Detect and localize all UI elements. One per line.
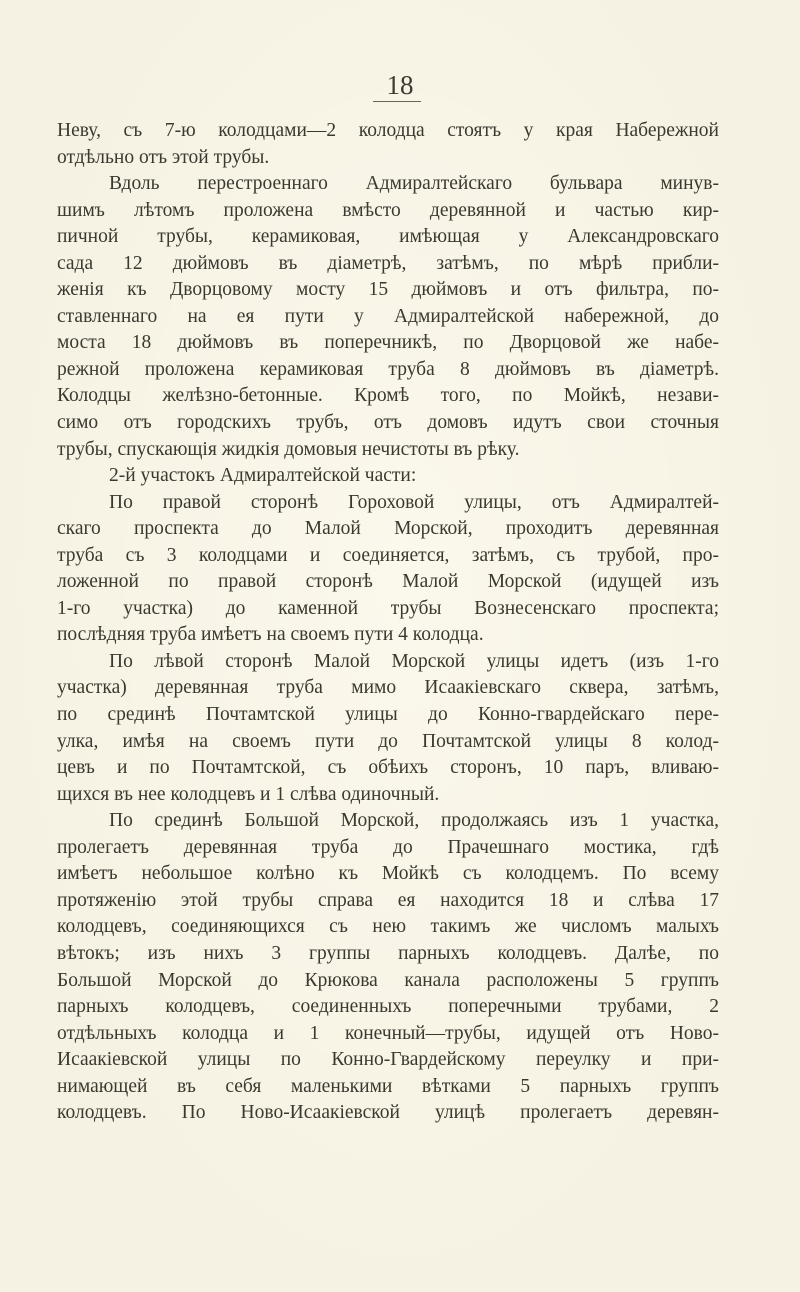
- text-line: скаго проспекта до Малой Морской, проходитъ деревянная: [57, 518, 719, 540]
- text-line: пичной трубы, керамиковая, имѣющая у Александровскаго: [57, 226, 719, 248]
- text-line: по срединѣ Почтамтской улицы до Конно-гвардейскаго пере-: [57, 704, 719, 726]
- text-line: Большой Морской до Крюкова канала расположены 5 группъ: [57, 969, 719, 991]
- text-line: вѣтокъ; изъ нихъ 3 группы парныхъ колодцевъ. Далѣе, по: [57, 942, 719, 964]
- text-line: ставленнаго на ея пути у Адмиралтейской набережной, до: [57, 305, 719, 327]
- text-line: отдѣльно отъ этой трубы.: [57, 146, 270, 168]
- text-line: послѣдняя труба имѣетъ на своемъ пути 4 колодца.: [57, 624, 484, 646]
- text-line: протяженію этой трубы справа ея находится 18 и слѣва 17: [57, 889, 719, 911]
- text-line: колодцевъ, соединяющихся съ нею такимъ же числомъ малыхъ: [57, 916, 719, 938]
- text-line: участка) деревянная труба мимо Исаакіевскаго сквера, затѣмъ,: [57, 677, 719, 699]
- page-number-underline: [373, 101, 421, 102]
- text-line: По срединѣ Большой Морской, продолжаясь изъ 1 участка,: [109, 810, 719, 832]
- text-line: 2-й участокъ Адмиралтейской части:: [109, 465, 417, 487]
- text-line: улка, имѣя на своемъ пути до Почтамтской улицы 8 колод-: [57, 730, 719, 752]
- text-line: Вдоль перестроеннаго Адмиралтейскаго бульвара минув-: [109, 173, 719, 195]
- text-line: цевъ и по Почтамтской, съ обѣихъ сторонъ, 10 паръ, вливаю-: [57, 757, 719, 779]
- page-number: 18: [386, 70, 414, 100]
- text-line: Колодцы желѣзно-бетонные. Кромѣ того, по Мойкѣ, незави-: [57, 385, 719, 407]
- text-line: щихся въ нее колодцевъ и 1 слѣва одиночный.: [57, 783, 440, 805]
- text-line: пролегаетъ деревянная труба до Прачешнаго мостика, гдѣ: [57, 836, 719, 858]
- text-line: колодцевъ. По Ново-Исаакіевской улицѣ пролегаетъ деревян-: [57, 1102, 719, 1124]
- text-line: симо отъ городскихъ трубъ, отъ домовъ идутъ свои сточныя: [57, 412, 719, 434]
- text-line: сада 12 дюймовъ въ діаметрѣ, затѣмъ, по мѣрѣ прибли-: [57, 252, 719, 274]
- text-line: труба съ 3 колодцами и соединяется, затѣмъ, съ трубой, про-: [57, 544, 719, 566]
- text-line: Неву, съ 7-ю колодцами—2 колодца стоятъ у края Набережной: [57, 120, 719, 141]
- text-line: Исаакіевской улицы по Конно-Гвардейскому переулку и при-: [57, 1049, 719, 1071]
- text-line: отдѣльныхъ колодца и 1 конечный—трубы, идущей отъ Ново-: [57, 1022, 719, 1044]
- text-line: имѣетъ небольшое колѣно къ Мойкѣ съ колодцемъ. По всему: [57, 863, 719, 885]
- body-text: [57, 118, 719, 1127]
- text-line: моста 18 дюймовъ въ поперечникѣ, по Дворцовой же набе-: [57, 332, 719, 354]
- text-line: По правой сторонѣ Гороховой улицы, отъ Адмиралтей-: [109, 491, 719, 513]
- text-line: женія къ Дворцовому мосту 15 дюймовъ и отъ фильтра, по-: [57, 279, 719, 301]
- text-line: шимъ лѣтомъ проложена вмѣсто деревянной и частью кир-: [57, 199, 719, 221]
- text-line: 1-го участка) до каменной трубы Вознесенскаго проспекта;: [57, 597, 719, 619]
- text-line: трубы, спускающія жидкія домовыя нечистоты въ рѣку.: [57, 438, 520, 460]
- text-line: ложенной по правой сторонѣ Малой Морской (идущей изъ: [57, 571, 719, 593]
- text-line: нимающей въ себя маленькими вѣтками 5 парныхъ группъ: [57, 1075, 719, 1097]
- text-line: режной проложена керамиковая труба 8 дюймовъ въ діаметрѣ.: [57, 358, 719, 380]
- text-line: По лѣвой сторонѣ Малой Морской улицы идетъ (изъ 1-го: [109, 650, 719, 672]
- text-line: парныхъ колодцевъ, соединенныхъ поперечными трубами, 2: [57, 996, 719, 1018]
